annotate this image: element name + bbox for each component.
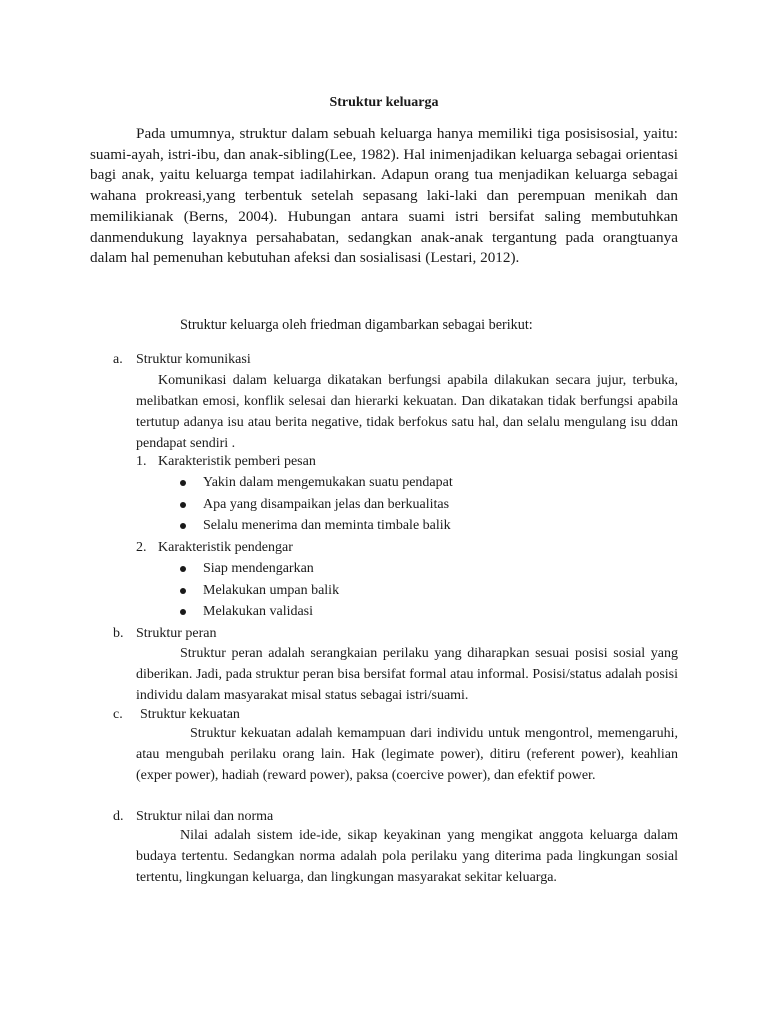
section-b-body: Struktur peran adalah serangkaian perilaku yang diharapkan sesuai posisi sosial yang diberikan. Jadi, pada struktur peran bisa bersifat formal atau informal. Posisi/status adalah posisi individu dalam masyarakat misal status sebagai istri/suami. bbox=[136, 646, 678, 703]
bullet-icon bbox=[180, 480, 186, 486]
bullet-icon bbox=[180, 609, 186, 615]
list-item-text: Yakin dalam mengemukakan suatu pendapat bbox=[203, 475, 453, 490]
bullet-icon bbox=[180, 566, 186, 572]
list-item-text: Apa yang disampaikan jelas dan berkualitas bbox=[203, 497, 450, 512]
sublist-2-number: 2. bbox=[136, 540, 147, 555]
section-a-heading: Struktur komunikasi bbox=[136, 352, 251, 367]
section-d-letter: d. bbox=[113, 809, 124, 824]
section-d-heading: Struktur nilai dan norma bbox=[136, 809, 274, 824]
intro-paragraph: Pada umumnya, struktur dalam sebuah keluarga hanya memiliki tiga posisisosial, yaitu: suami-ayah, istri-ibu, dan anak-sibling(Lee, 1982). Hal inimenjadikan keluarga sebagai orientasi bagi anak, yaitu keluarga tempat iadilahirkan. Adapun orang tua menjadikan keluarga sebagai wahana prokreasi,yang terbentuk setelah sepasang laki-laki dan perempuan menikah dan memilikianak (Berns, 2004). Hubungan antara suami istri bersifat saling membutuhkan danmendukung layaknya persahabatan, sedangkan anak-anak tergantung pada orangtuanya dalam hal pemenuhan kebutuhan afeksi dan sosialisasi (Lestari, 2012). bbox=[90, 125, 678, 267]
document-title: Struktur keluarga bbox=[329, 95, 439, 110]
bullet-icon bbox=[180, 588, 186, 594]
section-c-body: Struktur kekuatan adalah kemampuan dari individu untuk mengontrol, memengaruhi, atau mengubah perilaku orang lain. Hak (legimate power), ditiru (referent power), keahlian (exper power), hadiah (reward power), paksa (coercive power), dan efektif power. bbox=[136, 726, 678, 783]
lead-sentence: Struktur keluarga oleh friedman digambarkan sebagai berikut: bbox=[180, 317, 533, 333]
section-b-heading: Struktur peran bbox=[136, 626, 217, 641]
sublist-1-label: Karakteristik pemberi pesan bbox=[158, 454, 316, 469]
sublist-1-number: 1. bbox=[136, 454, 147, 469]
list-item-text: Siap mendengarkan bbox=[203, 561, 314, 576]
section-b-letter: b. bbox=[113, 626, 124, 641]
section-d-body: Nilai adalah sistem ide-ide, sikap keyakinan yang mengikat anggota keluarga dalam budaya tertentu. Sedangkan norma adalah pola perilaku yang diterima pada lingkungan sosial tertentu, lingkungan keluarga, dan lingkungan masyarakat sekitar keluarga. bbox=[136, 828, 678, 885]
section-a-body: Komunikasi dalam keluarga dikatakan berfungsi apabila dilakukan secara jujur, terbuka, melibatkan emosi, konflik selesai dan hierarki kekuatan. Dan dikatakan tidak berfungsi apabila tertutup adanya isu atau berita negative, tidak berfokus satu hal, dan selalu mengulang isu ddan pendapat sendiri . bbox=[136, 373, 678, 451]
list-item-text: Melakukan validasi bbox=[203, 604, 314, 619]
section-a-letter: a. bbox=[113, 352, 123, 367]
list-item-text: Melakukan umpan balik bbox=[203, 583, 340, 598]
section-c-letter: c. bbox=[113, 707, 123, 722]
list-item-text: Selalu menerima dan meminta timbale balik bbox=[203, 518, 451, 533]
bullet-icon bbox=[180, 502, 186, 508]
sublist-2-label: Karakteristik pendengar bbox=[158, 540, 293, 555]
section-c-heading: Struktur kekuatan bbox=[140, 707, 240, 722]
bullet-icon bbox=[180, 523, 186, 529]
